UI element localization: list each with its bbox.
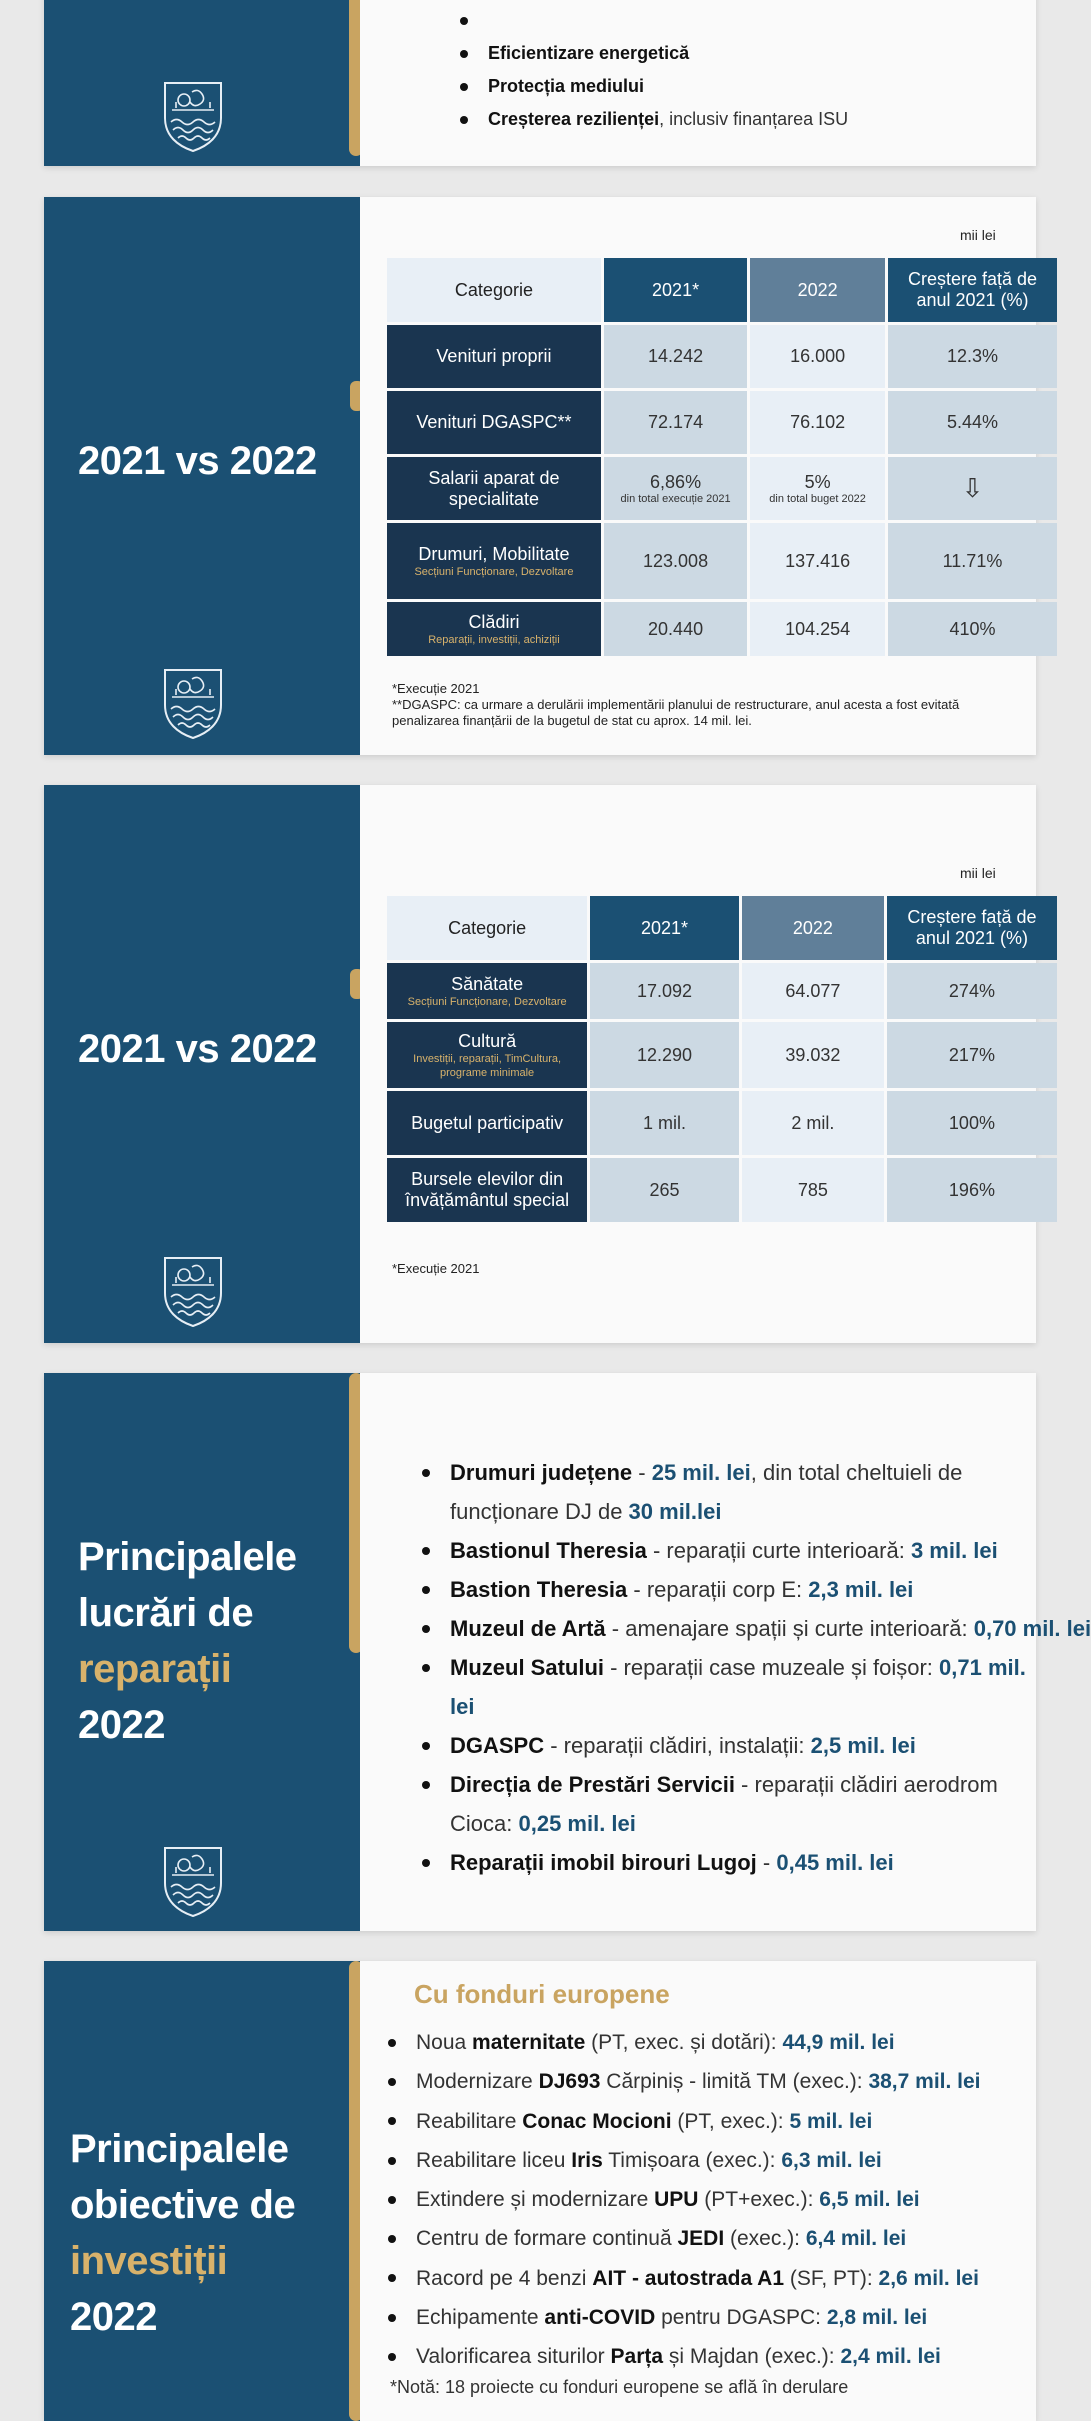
cell-growth: 12.3% [888,325,1057,388]
cell-2021: 1 mil. [590,1091,739,1155]
table-row [387,963,1057,1019]
cell-2021: 14.242 [604,325,747,388]
list-item: Drumuri județene - 25 mil. lei, din total cheltuieli de funcționare DJ de 30 mil.lei [416,1453,1026,1531]
table-row [387,523,1057,599]
unit-label: mii lei [960,227,996,243]
list-item: DGASPC - reparații clădiri, instalații: 2,5 mil. lei [416,1726,1026,1765]
header-category: Categorie [387,258,601,322]
header-growth: Creștere față de anul 2021 (%) [888,258,1057,322]
list-item: Modernizare DJ693 Cărpiniș - limită TM (exec.): 38,7 mil. lei [382,2062,1032,2101]
cell-2021: 265 [590,1158,739,1222]
cell-growth: 274% [887,963,1057,1019]
slide-comparison-2 [44,785,1036,1343]
section-heading: Cu fonduri europene [414,1979,670,2009]
list-item: Muzeul Satului - reparații case muzeale și foișor: 0,71 mil. lei [416,1648,1026,1726]
header-2022: 2022 [742,896,884,960]
row-label: Bursele elevilor din învățământul special [387,1158,587,1222]
header-2022: 2022 [750,258,885,322]
footnote: *Execuție 2021 **DGASPC: ca urmare a derulării implementării planului de restructurare, anul acesta a fost evitată penalizarea finanțării de la bugetul de stat cu aprox. 14 mil. lei. [392,681,960,728]
cell-2022: 5% din total buget 2022 [750,457,885,520]
county-crest-icon [162,667,224,741]
comparison-table [384,255,1060,659]
slide-priorities [44,0,1036,166]
list-item: Eficientizare energetică [454,37,848,70]
list-item: Direcția de Prestări Servicii - reparații clădiri aerodrom Cioca: 0,25 mil. lei [416,1765,1026,1843]
list-item: Reabilitare Conac Mocioni (PT, exec.): 5 mil. lei [382,2102,1032,2141]
investments-note: *Notă: 18 proiecte cu fonduri europene se află în derulare [390,2377,849,2397]
row-label: Bugetul participativ [387,1091,587,1155]
cell-2021: 12.290 [590,1022,739,1088]
cell-2021: 20.440 [604,602,747,656]
unit-label: mii lei [960,865,996,881]
row-label: Drumuri, Mobilitate Secțiuni Funcționare, Dezvoltare [387,523,601,599]
table-header-row [387,896,1057,960]
county-crest-icon [162,1255,224,1329]
cell-2022: 137.416 [750,523,885,599]
list-item: Reparații imobil birouri Lugoj - 0,45 mil. lei [416,1843,1026,1882]
cell-growth: 217% [887,1022,1057,1088]
footnote: *Execuție 2021 [392,1261,480,1276]
cell-growth: 410% [888,602,1057,656]
list-item: Reabilitare liceu Iris Timișoara (exec.): 6,3 mil. lei [382,2141,1032,2180]
down-arrow-icon: ⇩ [888,457,1057,520]
cell-growth: 100% [887,1091,1057,1155]
cell-2022: 16.000 [750,325,885,388]
list-item: Noua maternitate (PT, exec. și dotări): 44,9 mil. lei [382,2023,1032,2062]
investments-list [382,2023,1032,2377]
row-label: Salarii aparat de specialitate [387,457,601,520]
list-item: Bastionul Theresia - reparații curte interioară: 3 mil. lei [416,1531,1026,1570]
repairs-list [416,1453,1091,1882]
slide-repairs [44,1373,1091,1931]
list-item: Muzeul de Artă - amenajare spații și curte interioară: 0,70 mil. lei [416,1609,1026,1648]
row-label: Clădiri Reparații, investiții, achiziții [387,602,601,656]
header-growth: Creștere față de anul 2021 (%) [887,896,1057,960]
table-row [387,602,1057,656]
cell-2022: 76.102 [750,391,885,454]
list-item: Echipamente anti-COVID pentru DGASPC: 2,8 mil. lei [382,2298,1032,2337]
cell-2022: 2 mil. [742,1091,884,1155]
row-label: Venituri proprii [387,325,601,388]
cell-2022: 64.077 [742,963,884,1019]
list-item: Creșterea rezilienței, inclusiv finanțarea ISU [454,103,848,136]
priorities-list [454,4,848,136]
row-label: Sănătate Secțiuni Funcționare, Dezvoltare [387,963,587,1019]
list-item: Valorificarea siturilor Parța și Majdan (exec.): 2,4 mil. lei [382,2337,1032,2376]
table-row [387,1091,1057,1155]
row-label: Cultură Investiții, reparații, TimCultura, programe minimale [387,1022,587,1088]
list-item: Bastion Theresia - reparații corp E: 2,3 mil. lei [416,1570,1026,1609]
cell-2022: 104.254 [750,602,885,656]
county-crest-icon [162,80,224,154]
cell-2022: 785 [742,1158,884,1222]
slide-comparison-1 [44,197,1036,755]
slide-title: 2021 vs 2022 [78,1027,317,1071]
list-item: Centru de formare continuă JEDI (exec.): 6,4 mil. lei [382,2219,1032,2258]
table-row [387,325,1057,388]
header-2021: 2021* [604,258,747,322]
table-row [387,457,1057,520]
cell-growth: 11.71% [888,523,1057,599]
slide-title: Principalele lucrări de reparații 2022 [78,1535,297,1747]
slide-investments [44,1961,1036,2421]
list-item: Protecția mediului [454,70,848,103]
cell-2021: 6,86% din total execuție 2021 [604,457,747,520]
list-item: Extindere și modernizare UPU (PT+exec.): 6,5 mil. lei [382,2180,1032,2219]
table-row [387,1022,1057,1088]
cell-growth: 5.44% [888,391,1057,454]
cell-2022: 39.032 [742,1022,884,1088]
table-row [387,1158,1057,1222]
cell-2021: 123.008 [604,523,747,599]
cell-growth: 196% [887,1158,1057,1222]
slide-title: Principalele obiective de investiții 2022 [70,2127,296,2339]
row-label: Venituri DGASPC** [387,391,601,454]
table-row [387,391,1057,454]
cell-2021: 72.174 [604,391,747,454]
list-item [454,4,848,37]
slide-title: 2021 vs 2022 [78,439,317,483]
cell-2021: 17.092 [590,963,739,1019]
county-crest-icon [162,1845,224,1919]
header-2021: 2021* [590,896,739,960]
comparison-table [384,893,1060,1225]
list-item: Racord pe 4 benzi AIT - autostrada A1 (SF, PT): 2,6 mil. lei [382,2259,1032,2298]
table-header-row [387,258,1057,322]
header-category: Categorie [387,896,587,960]
